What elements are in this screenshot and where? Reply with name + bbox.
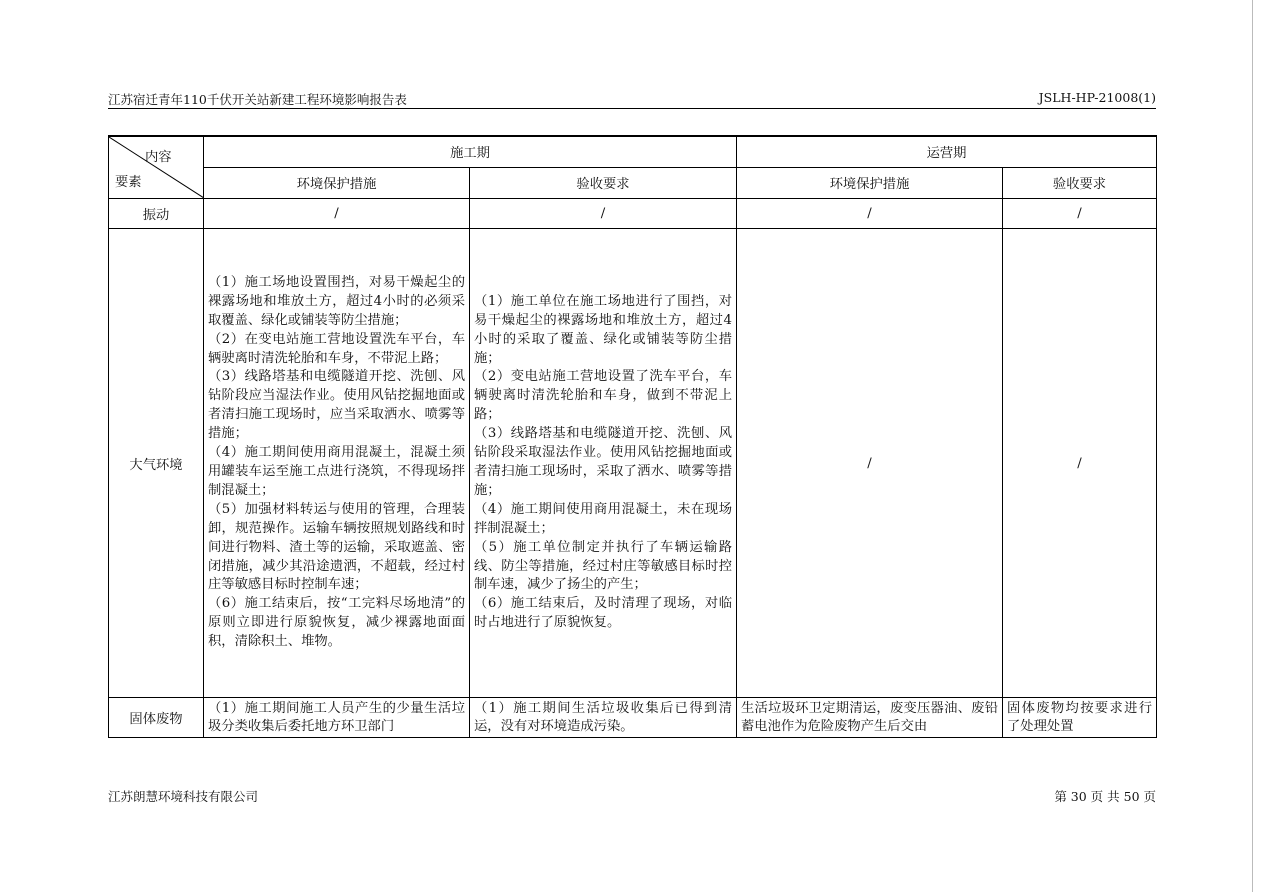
document-number: JSLH-HP-21008(1) [1038, 90, 1156, 105]
measure-item: （3）线路塔基和电缆隧道开挖、洗刨、风钻阶段应当湿法作业。使用风钻挖掘地面或者清扫施工现场时，应当采取洒水、喷雾等措施； [208, 369, 465, 442]
measure-item: （6）施工结束后，按“工完料尽场地清”的原则立即进行原貌恢复，减少裸露地面面积，清除积土、堆物。 [208, 596, 465, 650]
operation-measures-cell: / [737, 229, 1003, 698]
table-row-vibration [109, 199, 1157, 229]
construction-period-header: 施工期 [204, 136, 737, 167]
measure-text: 生活垃圾环卫定期清运，废变压器油、废铅蓄电池作为危险废物产生后交由 [741, 700, 999, 735]
acceptance-text: （1）施工期间生活垃圾收集后已得到清运，没有对环境造成污染。 [474, 700, 733, 735]
construction-acceptance-cell [470, 698, 737, 738]
measure-item: （4）施工期间使用商用混凝土，混凝土须用罐装车运至施工点进行浇筑，不得现场拌制混凝土； [208, 445, 465, 498]
construction-acceptance-cell [470, 229, 737, 698]
operation-acceptance-header: 验收要求 [1003, 167, 1157, 198]
acceptance-item: （3）线路塔基和电缆隧道开挖、洗刨、风钻阶段采取湿法作业。使用风钻挖掘地面或者清扫施工现场时，采取了洒水、喷雾等措施； [474, 426, 733, 498]
page-header [108, 90, 1156, 108]
acceptance-item: （4）施工期间使用商用混凝土，未在现场拌制混凝土； [474, 501, 733, 536]
acceptance-text: 固体废物均按要求进行了处理处置 [1007, 700, 1153, 735]
element-cell: 固体废物 [109, 698, 204, 738]
construction-measures-cell [204, 698, 470, 738]
measure-item: （2）在变电站施工营地设置洗车平台，车辆驶离时清洗轮胎和车身，不带泥上路； [208, 331, 465, 366]
construction-measures-cell [204, 229, 470, 698]
acceptance-item: （6）施工结束后，及时清理了现场，对临时占地进行了原貌恢复。 [474, 596, 733, 631]
construction-acceptance-header: 验收要求 [470, 167, 737, 198]
operation-acceptance-cell: / [1003, 229, 1157, 698]
acceptance-item: （2）变电站施工营地设置了洗车平台，车辆驶离时清洗轮胎和车身，做到不带泥上路； [474, 369, 733, 423]
corner-label-content: 内容 [145, 150, 172, 165]
report-title: 江苏宿迁青年110千伏开关站新建工程环境影响报告表 [108, 92, 407, 107]
header-rule [108, 108, 1156, 109]
page-right-edge [1252, 0, 1253, 892]
element-cell: 振动 [109, 199, 204, 229]
corner-label-element: 要素 [115, 175, 142, 190]
measure-item: （1）施工场地设置围挡，对易干燥起尘的裸露场地和堆放土方，超过4小时的必须采取覆盖、绿化或铺装等防尘措施； [208, 274, 465, 328]
operation-period-header: 运营期 [737, 136, 1157, 167]
table-row-solid-waste [109, 698, 1157, 738]
company-name: 江苏朗慧环境科技有限公司 [108, 789, 259, 804]
element-cell: 大气环境 [109, 229, 204, 698]
page-number: 第 30 页 共 50 页 [1054, 789, 1156, 804]
operation-acceptance-cell: / [1003, 199, 1157, 229]
operation-measures-cell [737, 698, 1003, 738]
operation-acceptance-cell [1003, 698, 1157, 738]
environment-measures-table [108, 135, 1157, 738]
construction-acceptance-cell: / [470, 199, 737, 229]
table-row-atmosphere [109, 229, 1157, 698]
construction-measures-cell: / [204, 199, 470, 229]
corner-header-cell [109, 136, 204, 199]
acceptance-item: （1）施工单位在施工场地进行了围挡，对易干燥起尘的裸露场地和堆放土方，超过4小时的采取了覆盖、绿化或铺装等防尘措施； [474, 293, 733, 366]
construction-measures-header: 环境保护措施 [204, 167, 470, 198]
acceptance-item: （5）施工单位制定并执行了车辆运输路线、防尘等措施，经过村庄等敏感目标时控制车速，减少了扬尘的产生； [474, 539, 733, 593]
measure-item: （5）加强材料转运与使用的管理，合理装卸，规范操作。运输车辆按照规划路线和时间进行物料、渣土等的运输，采取遮盖、密闭措施，减少其沿途遗洒，不超载，经过村庄等敏感目标时控制车速； [208, 501, 465, 593]
measure-text: （1）施工期间施工人员产生的少量生活垃圾分类收集后委托地方环卫部门 [208, 700, 465, 735]
operation-measures-header: 环境保护措施 [737, 167, 1003, 198]
operation-measures-cell: / [737, 199, 1003, 229]
